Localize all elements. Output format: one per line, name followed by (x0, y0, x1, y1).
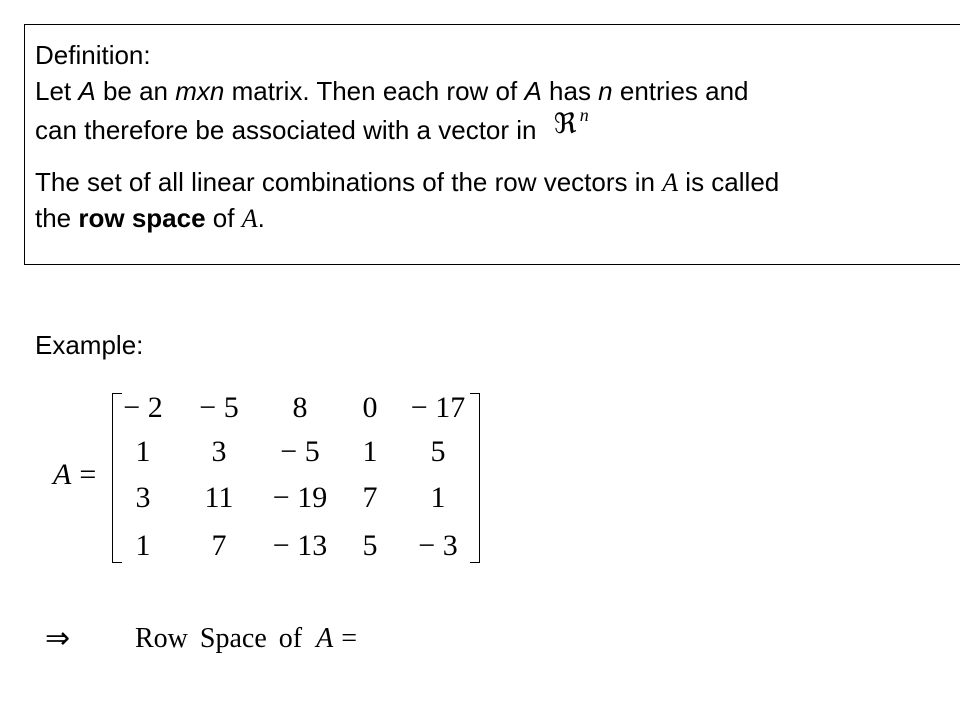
text-segment: The set of all linear combinations of the row vectors in (35, 167, 663, 197)
matrix-cell: 3 (211, 435, 227, 468)
space-word: Space (199, 622, 267, 654)
equals-sign: = (341, 622, 357, 654)
matrix-cell: 8 (292, 391, 308, 424)
real-space-symbol (544, 105, 604, 140)
matrix-symbol: A (78, 76, 96, 106)
definition-text (35, 37, 779, 236)
n-symbol: n (598, 76, 613, 106)
matrix-cell: 5 (362, 529, 378, 562)
paragraph-gap (35, 145, 779, 164)
matrix-cell: − 2 (123, 391, 163, 424)
row-word: Row (135, 622, 188, 654)
reals-superscript: n (579, 105, 589, 125)
text-segment: Let (35, 76, 79, 106)
row-space-term: row space (78, 203, 206, 233)
matrix-name: A (53, 458, 72, 491)
matrix-cell: 1 (430, 481, 446, 514)
matrix-cell: 1 (135, 529, 151, 562)
matrix-cell: − 13 (272, 529, 328, 562)
matrix-cell: 3 (135, 481, 151, 514)
conclusion-line (45, 621, 357, 656)
definition-line-2 (35, 105, 779, 145)
example-label: Example: (35, 330, 144, 360)
text-segment: matrix. Then each row of (224, 76, 525, 106)
text-segment: can therefore be associated with a vector in (35, 115, 544, 145)
equals-sign: = (79, 458, 97, 491)
text-segment: entries and (612, 76, 749, 106)
of-word: of (278, 622, 303, 654)
reals-glyph: ℜ (553, 109, 577, 140)
matrix-cell: − 5 (280, 435, 320, 468)
text-segment: is called (678, 167, 780, 197)
definition-line-3 (35, 164, 779, 200)
matrix-cell: − 19 (272, 481, 328, 514)
matrix-symbol: A (662, 168, 679, 197)
definition-line-1 (35, 73, 779, 109)
text-segment: . (257, 203, 265, 233)
dimension-symbol: mxn (175, 76, 225, 106)
matrix-cell: 5 (430, 435, 446, 468)
matrix-symbol: A (524, 76, 542, 106)
text-segment: be an (95, 76, 176, 106)
matrix-cell: 7 (211, 529, 227, 562)
definition-heading: Definition: (35, 40, 151, 70)
matrix-cell: − 5 (199, 391, 239, 424)
matrix-symbol: A (241, 204, 258, 233)
matrix-cell: 0 (362, 391, 378, 424)
implies-arrow: ⇒ (45, 622, 71, 655)
text-segment: of (205, 203, 242, 233)
definition-line-4 (35, 200, 779, 236)
matrix-cell: − 3 (418, 529, 458, 562)
matrix-cell: 1 (362, 435, 378, 468)
text-segment: has (541, 76, 599, 106)
matrix-cell: 11 (204, 481, 234, 514)
matrix-lhs (53, 458, 96, 492)
matrix-cell: 7 (362, 481, 378, 514)
text-segment: the (35, 203, 79, 233)
matrix-cell: 1 (135, 435, 151, 468)
matrix-name: A (316, 622, 334, 654)
matrix-cell: − 17 (410, 391, 466, 424)
